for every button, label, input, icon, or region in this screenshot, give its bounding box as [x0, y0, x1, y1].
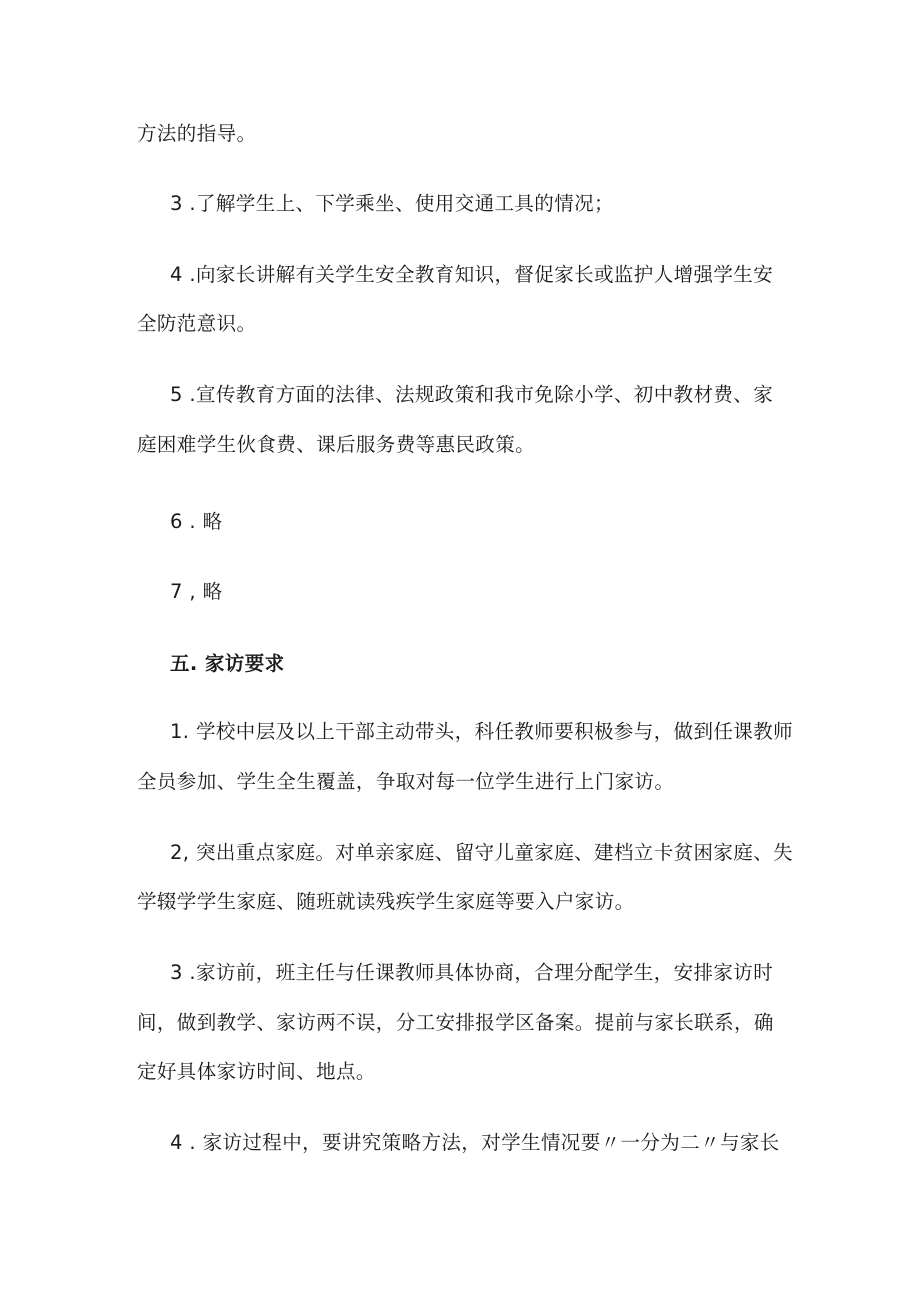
- text-line: 方法的指导。: [137, 122, 257, 145]
- requirement-2: 2, 突出重点家庭。对单亲家庭、留守儿童家庭、建档立卡贫困家庭、失: [170, 841, 794, 864]
- requirement-3: 3 .家访前，班主任与任课教师具体协商，合理分配学生，安排家访时: [170, 961, 774, 984]
- list-item-6: 6 . 略: [170, 510, 223, 533]
- text-line: 全员参加、学生全生覆盖，争取对每一位学生进行上门家访。: [137, 770, 675, 793]
- text-line: 间，做到教学、家访两不误，分工安排报学区备案。提前与家长联系，确: [137, 1011, 774, 1034]
- list-item-7: 7 , 略: [170, 580, 223, 603]
- text-line: 全防范意识。: [137, 312, 257, 335]
- list-item-5: 5 .宣传教育方面的法律、法规政策和我市免除小学、初中教材费、家: [170, 383, 774, 406]
- section-heading: 五. 家访要求: [170, 652, 285, 675]
- text-line: 学辍学学生家庭、随班就读残疾学生家庭等要入户家访。: [137, 890, 635, 913]
- text-line: 庭困难学生伙食费、课后服务费等惠民政策。: [137, 433, 536, 456]
- requirement-4: 4 . 家访过程中，要讲究策略方法，对学生情况要〃一分为二〃与家长: [170, 1131, 780, 1154]
- requirement-1: 1. 学校中层及以上干部主动带头，科任教师要积极参与，做到任课教师: [170, 720, 794, 743]
- list-item-4: 4 .向家长讲解有关学生安全教育知识，督促家长或监护人增强学生安: [170, 263, 774, 286]
- list-item-3: 3 .了解学生上、下学乘坐、使用交通工具的情况；: [170, 192, 614, 215]
- text-line: 定好具体家访时间、地点。: [137, 1060, 376, 1083]
